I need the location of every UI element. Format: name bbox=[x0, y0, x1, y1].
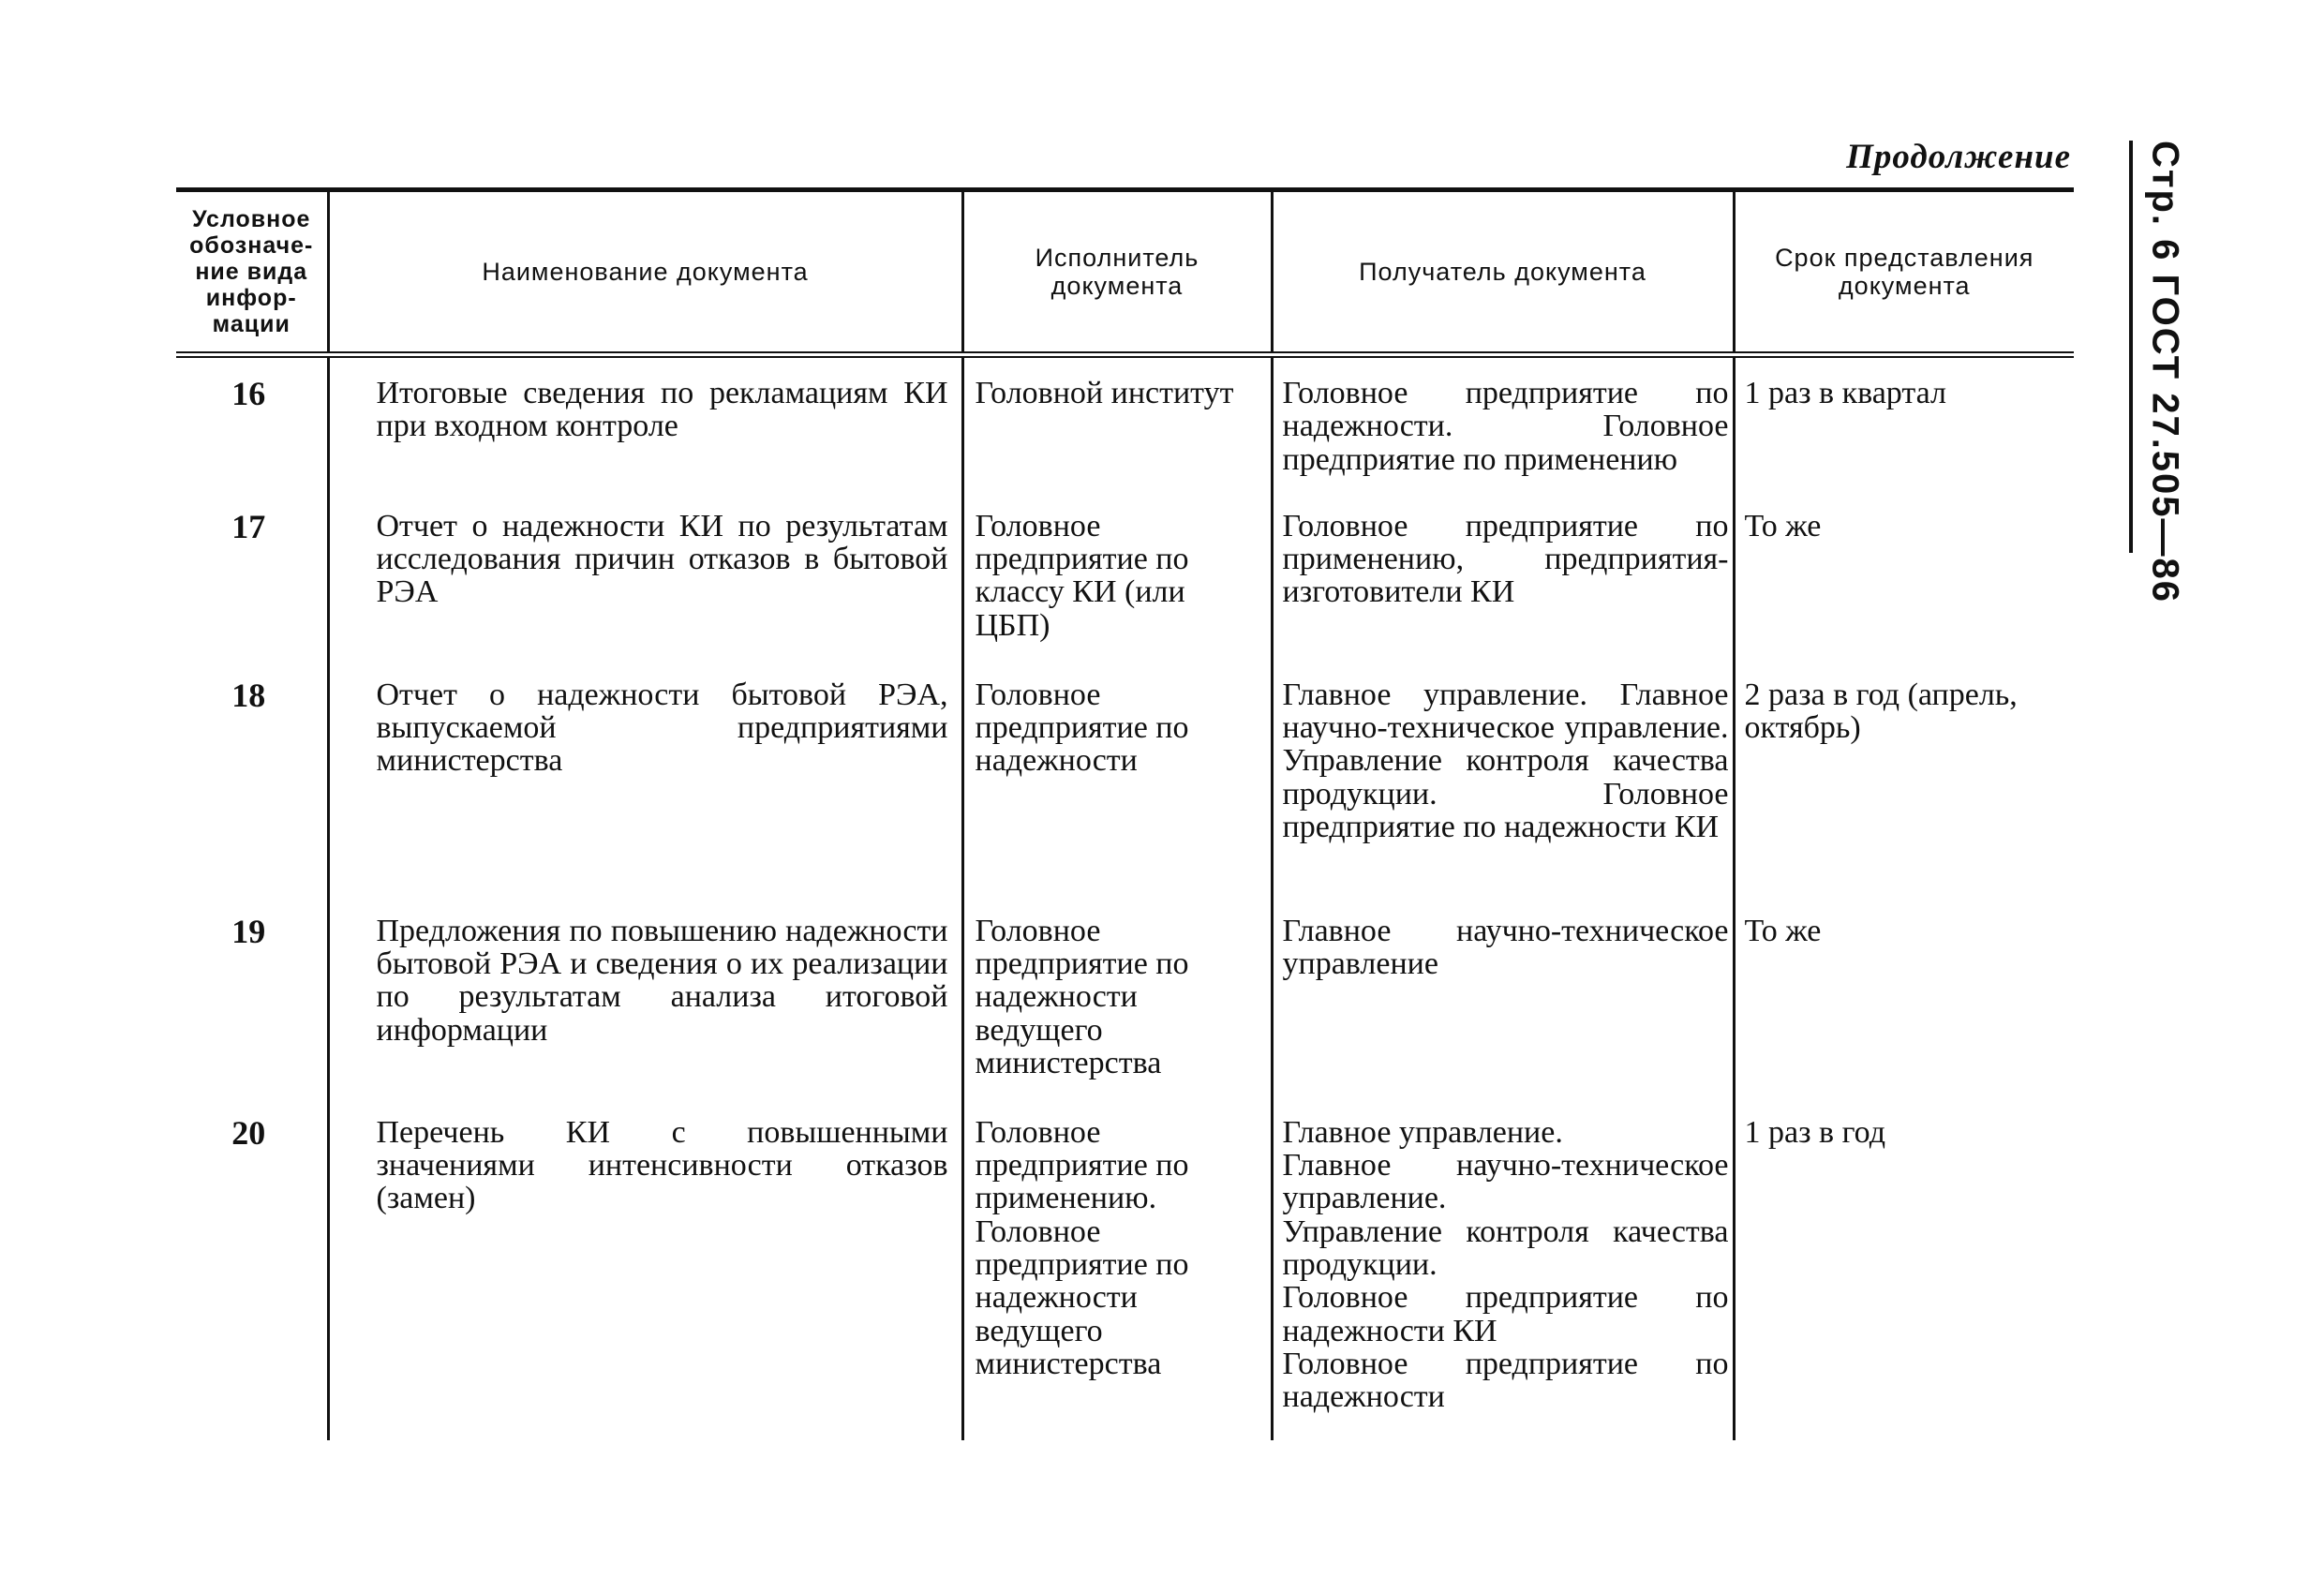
row-code: 17 bbox=[231, 507, 266, 545]
table-row bbox=[176, 660, 2074, 896]
row-deadline: То же bbox=[1734, 896, 2074, 1097]
row-receiver: Главное научно-техническое управление bbox=[1272, 896, 1734, 1097]
side-page-label bbox=[2137, 141, 2193, 604]
row-document-name: Отчет о надежности КИ по результатам исследования причин отказов в бытовой РЭА bbox=[328, 491, 962, 660]
header-deadline: Срок представления документа bbox=[1734, 190, 2074, 355]
header-receiver: Получатель документа bbox=[1272, 190, 1734, 355]
row-document-name: Отчет о надежности бытовой РЭА, выпускаемой предприятиями министерства bbox=[328, 660, 962, 896]
receiver-line: Главное научно-техническое управление. bbox=[1282, 1147, 1729, 1216]
row-receiver: Головное предприятие по надежности. Головное предприятие по применению bbox=[1272, 355, 1734, 491]
table-header-row bbox=[176, 190, 2074, 355]
receiver-line: Головное предприятие по надежности bbox=[1282, 1347, 1729, 1415]
row-document-name: Перечень КИ с повышенными значениями интенсивности отказов (замен) bbox=[328, 1097, 962, 1440]
row-code: 16 bbox=[231, 375, 266, 412]
table-row bbox=[176, 355, 2074, 491]
row-document-name: Итоговые сведения по рекламациям КИ при входном контроле bbox=[328, 355, 962, 491]
receiver-line: Управление контроля качества продукции. bbox=[1282, 1213, 1729, 1282]
side-page-label-text: Стр. 6 ГОСТ 27.505—86 bbox=[2144, 141, 2186, 604]
row-performer: Головное предприятие по надежности ведущего министерства bbox=[962, 896, 1272, 1097]
table-row bbox=[176, 1097, 2074, 1440]
performer-line: Головное предприятие по надежности ведущего министерства bbox=[975, 1213, 1189, 1382]
row-code: 20 bbox=[231, 1113, 266, 1152]
row-deadline: 1 раз в год bbox=[1734, 1097, 2074, 1440]
header-performer: Исполнитель документа bbox=[962, 190, 1272, 355]
row-performer: Головное предприятие по классу КИ (или ЦБП) bbox=[962, 491, 1272, 660]
row-deadline: То же bbox=[1734, 491, 2074, 660]
row-performer: Головной институт bbox=[962, 355, 1272, 491]
row-performer bbox=[962, 1097, 1272, 1440]
receiver-line: Главное управление. bbox=[1282, 1114, 1563, 1150]
document-table bbox=[176, 187, 2074, 1440]
row-receiver bbox=[1272, 1097, 1734, 1440]
row-performer: Головное предприятие по надежности bbox=[962, 660, 1272, 896]
row-code: 18 bbox=[231, 676, 266, 714]
header-name: Наименование документа bbox=[328, 190, 962, 355]
side-rule bbox=[2129, 141, 2133, 553]
row-receiver: Головное предприятие по применению, предприятия-изготовители КИ bbox=[1272, 491, 1734, 660]
header-code: Условное обозначе- ние вида инфор- мации bbox=[176, 190, 328, 355]
table-row bbox=[176, 896, 2074, 1097]
row-code: 19 bbox=[231, 912, 266, 950]
table-row bbox=[176, 491, 2074, 660]
row-deadline: 1 раз в квартал bbox=[1734, 355, 2074, 491]
continuation-label: Продолжение bbox=[1846, 138, 2071, 176]
receiver-line: Головное предприятие по надежности КИ bbox=[1282, 1280, 1729, 1348]
performer-line: Головное предприятие по применению. bbox=[975, 1114, 1189, 1216]
row-receiver: Главное управление. Главное научно-техническое управление. Управление контроля качества продукции. Головное предприятие по надежности КИ bbox=[1272, 660, 1734, 896]
row-document-name: Предложения по повышению надежности бытовой РЭА и сведения о их реализации по результатам анализа итоговой информации bbox=[328, 896, 962, 1097]
row-deadline: 2 раза в год (апрель, октябрь) bbox=[1734, 660, 2074, 896]
